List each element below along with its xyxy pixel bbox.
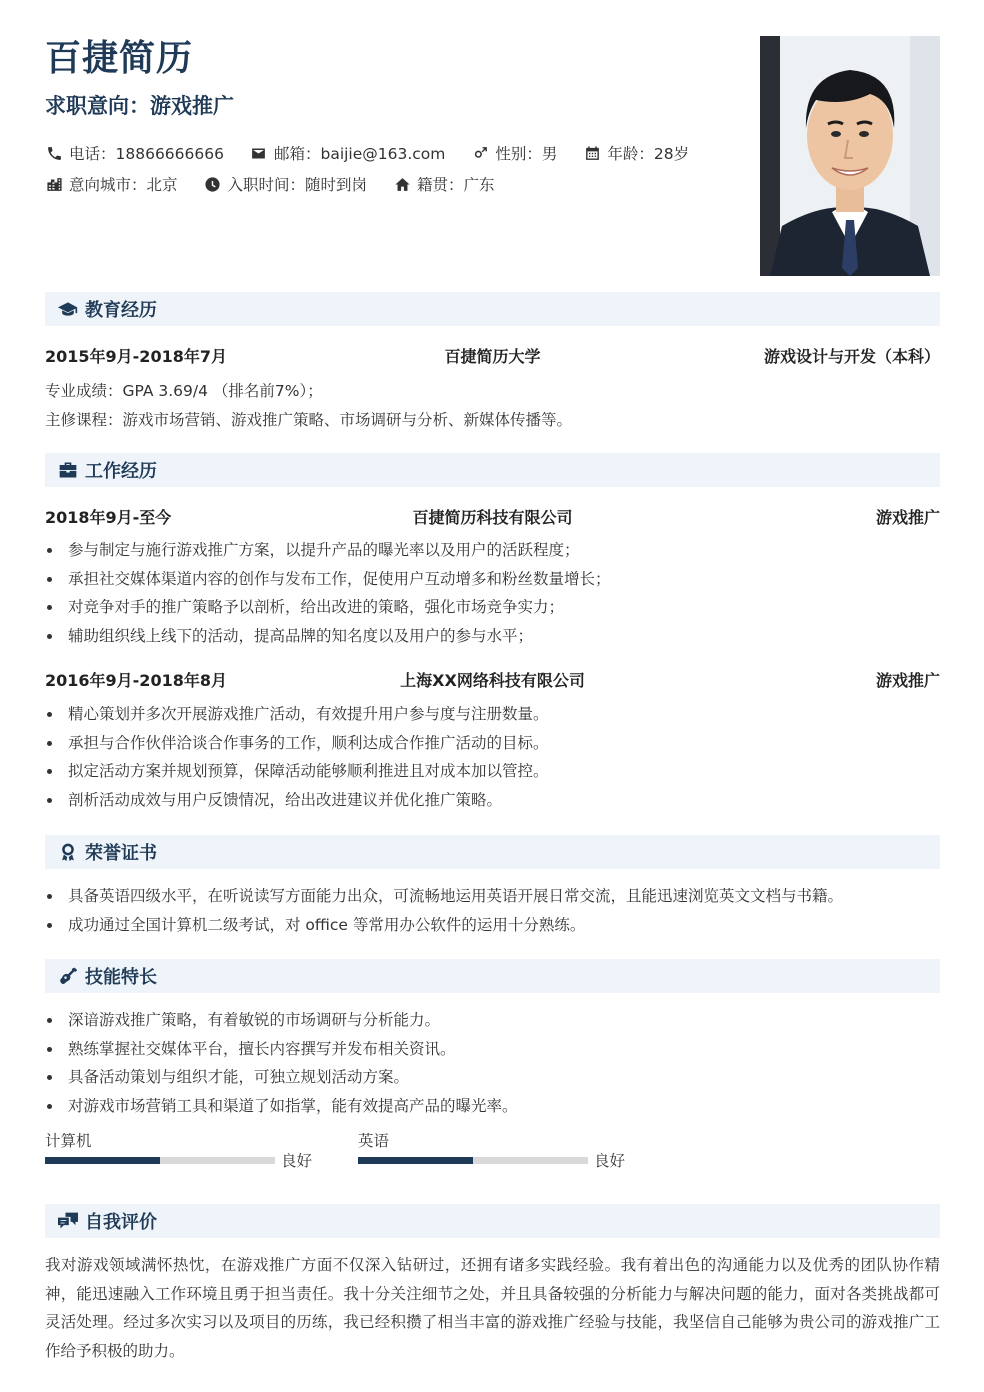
job-intent: 求职意向：游戏推广: [45, 94, 234, 118]
skill-level: 良好: [281, 1152, 313, 1170]
skill-name: 计算机: [45, 1132, 92, 1150]
list-item: 剖析活动成效与用户反馈情况，给出改进建议并优化推广策略。: [45, 786, 549, 815]
section-title: 自我评价: [85, 1212, 157, 1233]
chat-icon: [57, 1211, 79, 1231]
job-date: 2018年9月-至今: [45, 508, 172, 527]
job-row: [45, 505, 940, 529]
skill-level: 良好: [594, 1152, 626, 1170]
profile-photo: [760, 36, 940, 276]
education-score: 专业成绩：GPA 3.69/4 （排名前7%）；: [45, 382, 323, 400]
skills-list: [45, 1006, 518, 1120]
education-row: [45, 344, 940, 368]
skill-name: 英语: [358, 1132, 390, 1150]
list-item: 成功通过全国计算机二级考试，对 office 等常用办公软件的运用十分熟练。: [45, 911, 843, 940]
company-name: 百捷简历科技有限公司: [412, 508, 573, 527]
clock-icon: [204, 175, 222, 193]
mail-icon: [250, 144, 268, 162]
info-row-1: [45, 142, 715, 164]
list-item: 深谙游戏推广策略，有着敏锐的市场调研与分析能力。: [45, 1006, 518, 1035]
skill-track: [358, 1157, 588, 1164]
list-item: 拟定活动方案并规划预算，保障活动能够顺利推进且对成本加以管控。: [45, 757, 549, 786]
section-title: 荣誉证书: [85, 843, 157, 864]
list-item: 对竞争对手的推广策略予以剖析，给出改进的策略，强化市场竞争实力；: [45, 593, 611, 622]
company-name: 上海XX网络科技有限公司: [400, 671, 585, 690]
email-info: 邮箱：baijie@163.com: [250, 142, 445, 164]
job-duties-list: [45, 536, 611, 650]
section-header-self-eval: [45, 1204, 940, 1238]
section-header-work: [45, 453, 940, 487]
home-icon: [393, 175, 411, 193]
city-icon: [45, 175, 63, 193]
gender-info: 性别：男: [471, 142, 557, 164]
list-item: 对游戏市场营销工具和渠道了如指掌，能有效提高产品的曝光率。: [45, 1092, 518, 1121]
honors-list: [45, 882, 843, 939]
award-icon: [57, 842, 79, 862]
list-item: 承担社交媒体渠道内容的创作与发布工作，促使用户互动增多和粉丝数量增长；: [45, 565, 611, 594]
graduation-cap-icon: [57, 299, 79, 319]
phone-icon: [45, 144, 63, 162]
section-header-honors: [45, 835, 940, 869]
info-row-2: [45, 173, 521, 195]
list-item: 熟练掌握社交媒体平台，擅长内容撰写并发布相关资讯。: [45, 1035, 518, 1064]
section-header-skills: [45, 959, 940, 993]
job-duties-list: [45, 700, 549, 814]
calendar-icon: [583, 144, 601, 162]
gender-icon: [471, 144, 489, 162]
list-item: 精心策划并多次开展游戏推广活动，有效提升用户参与度与注册数量。: [45, 700, 549, 729]
list-item: 具备英语四级水平，在听说读写方面能力出众，可流畅地运用英语开展日常交流，且能迅速浏览英文文档与书籍。: [45, 882, 843, 911]
resume-name: 百捷简历: [45, 38, 194, 79]
skill-fill: [358, 1157, 473, 1164]
list-item: 具备活动策划与组织才能，可独立规划活动方案。: [45, 1063, 518, 1092]
briefcase-icon: [57, 460, 79, 480]
section-title: 技能特长: [85, 967, 157, 988]
section-title: 工作经历: [85, 461, 157, 482]
age-info: 年龄：28岁: [583, 142, 689, 164]
guitar-icon: [57, 966, 79, 986]
major-name: 游戏设计与开发（本科）: [763, 347, 940, 366]
job-role: 游戏推广: [875, 508, 940, 527]
hometown-info: 籍贯：广东: [393, 173, 495, 195]
job-role: 游戏推广: [875, 671, 940, 690]
list-item: 承担与合作伙伴洽谈合作事务的工作，顺利达成合作推广活动的目标。: [45, 729, 549, 758]
list-item: 参与制定与施行游戏推广方案，以提升产品的曝光率以及用户的活跃程度；: [45, 536, 611, 565]
self-eval-text: 我对游戏领域满怀热忱，在游戏推广方面不仅深入钻研过，还拥有诸多实践经验。我有着出色的沟通能力以及优秀的团队协作精神，能迅速融入工作环境且勇于担当责任。我十分关注细节之处，并且具备较强的分析能力与解决问题的能力，面对各类挑战都可灵活处理。经过多次实习以及项目的历练，我已经积攒了相当丰富的游戏推广经验与技能，我坚信自己能够为贵公司的游戏推广工作给予积极的助力。: [45, 1256, 940, 1360]
school-name: 百捷简历大学: [444, 347, 541, 366]
job-date: 2016年9月-2018年8月: [45, 671, 227, 690]
city-info: 意向城市：北京: [45, 173, 178, 195]
section-header-education: [45, 292, 940, 326]
section-title: 教育经历: [85, 300, 157, 321]
education-date: 2015年9月-2018年7月: [45, 347, 227, 366]
skill-track: [45, 1157, 275, 1164]
start-time-info: 入职时间：随时到岗: [204, 173, 368, 195]
skill-fill: [45, 1157, 160, 1164]
job-row: [45, 668, 940, 692]
phone-info: 电话：18866666666: [45, 142, 224, 164]
list-item: 辅助组织线上线下的活动，提高品牌的知名度以及用户的参与水平；: [45, 622, 611, 651]
education-courses: 主修课程：游戏市场营销、游戏推广策略、市场调研与分析、新媒体传播等。: [45, 411, 573, 429]
